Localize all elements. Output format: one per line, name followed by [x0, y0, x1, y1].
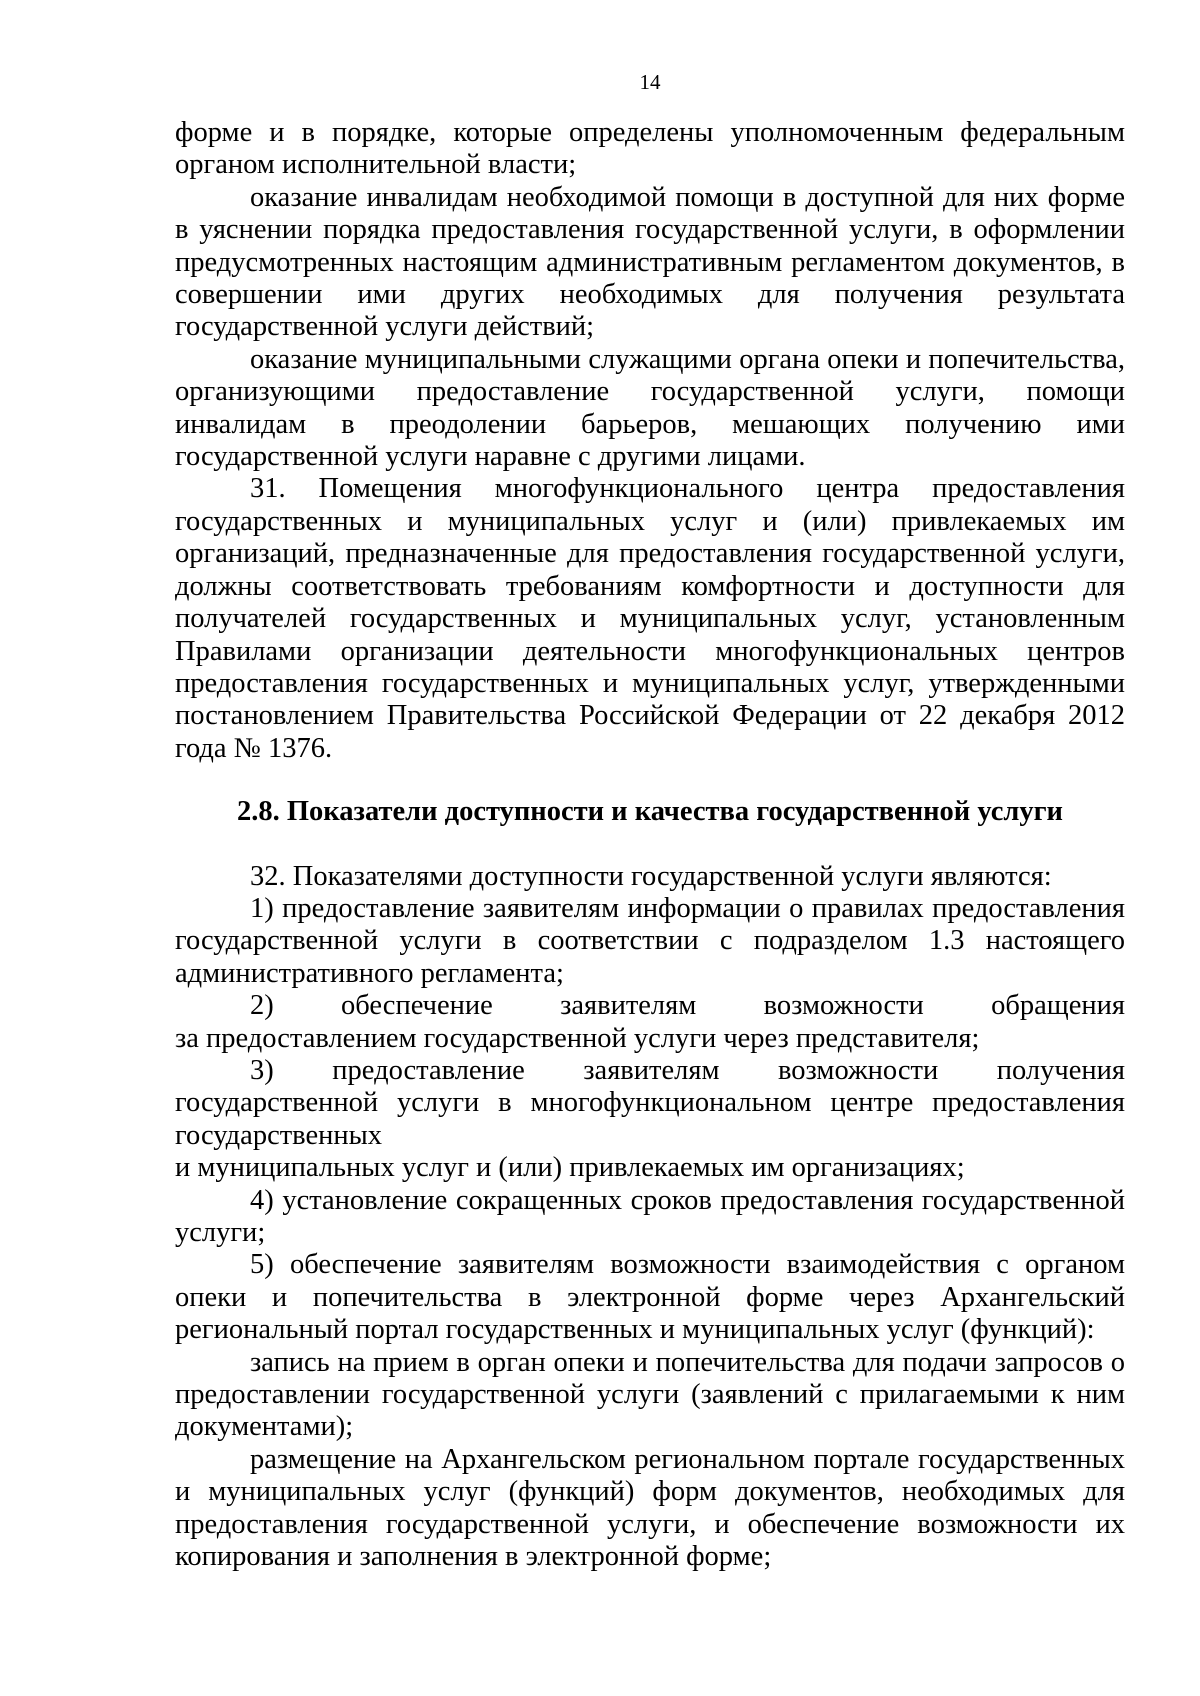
list-item-2-line-1: 2) обеспечение заявителям возможности обращения	[250, 990, 1125, 1022]
list-item-2-line-2: за предоставлением государственной услуги через представителя;	[175, 1022, 980, 1054]
section-heading-2-8: 2.8. Показатели доступности и качества государственной услуги	[237, 796, 1063, 828]
paragraph-31: 31. Помещения многофункционального центра предоставления государственных и муниципальных услуг и (или) привлекаемых им организаций, предназначенные для предоставления государственной услуги, должны соответствовать требованиям комфортности и доступности для получателей государственных и муниципальных услуг, установленным Правилами организации деятельности многофункциональных центров предоставления государственных и муниципальных услуг, утвержденными постановлением Правительства Российской Федерации от 22 декабря 2012 года № 1376.	[175, 473, 1125, 764]
list-item-3-part-1: 3) предоставление заявителям возможности получения государственной услуги в многофункциональном центре предоставления государственных	[175, 1054, 1125, 1151]
sub-item-appointment: запись на прием в орган опеки и попечительства для подачи запросов о предоставлении государственной услуги (заявлений с прилагаемыми к ним документами);	[175, 1346, 1125, 1443]
list-item-1: 1) предоставление заявителям информации о правилах предоставления государственной услуги в соответствии с подразделом 1.3 настоящего административного регламента;	[175, 892, 1125, 989]
paragraph-continuation: форме и в порядке, которые определены уполномоченным федеральным органом исполнительной власти;	[175, 117, 1125, 181]
paragraph-32: 32. Показателями доступности государственной услуги являются:	[250, 860, 1052, 892]
list-item-3-part-2: и муниципальных услуг и (или) привлекаемых им организациях;	[175, 1152, 965, 1184]
sub-item-forms: размещение на Архангельском региональном портале государственных и муниципальных услуг (функций) форм документов, необходимых для предоставления государственной услуги, и обеспечение возможности их копирования и заполнения в электронной форме;	[175, 1443, 1125, 1573]
paragraph-assistance-form: оказание инвалидам необходимой помощи в доступной для них форме в уяснении порядка предоставления государственной услуги, в оформлении предусмотренных настоящим административным регламентом документов, в совершении ими других необходимых для получения результата государственной услуги действий;	[175, 181, 1125, 343]
list-item-4: 4) установление сокращенных сроков предоставления государственной услуги;	[175, 1184, 1125, 1248]
document-body	[175, 117, 1125, 1573]
paragraph-municipal-assistance: оказание муниципальными служащими органа опеки и попечительства, организующими предоставление государственной услуги, помощи инвалидам в преодолении барьеров, мешающих получению ими государственной услуги наравне с другими лицами.	[175, 343, 1125, 473]
list-item-5: 5) обеспечение заявителям возможности взаимодействия с органом опеки и попечительства в электронной форме через Архангельский региональный портал государственных и муниципальных услуг (функций):	[175, 1249, 1125, 1346]
page-number: 14	[639, 70, 661, 94]
